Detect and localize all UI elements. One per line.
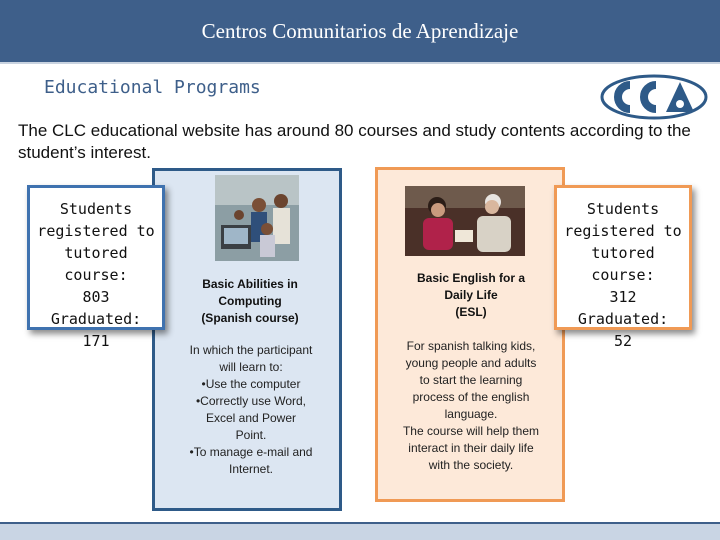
description-line: interact in their daily life (408, 441, 534, 455)
intro-text: The CLC educational website has around 80 courses and study contents according to the student’s interest. (18, 121, 691, 162)
english-course-title (396, 270, 546, 321)
english-stats-box (554, 185, 692, 350)
stat-line: tutored course: (591, 244, 655, 284)
computer-class-photo (215, 175, 299, 261)
stat-line: Graduated: (577, 310, 669, 328)
section-subtitle: Educational Programs (44, 77, 261, 98)
registered-count: 312 (609, 288, 637, 306)
description-line: young people and adults (405, 356, 537, 370)
registered-count: 803 (82, 288, 110, 306)
graduated-count: 171 (82, 332, 110, 350)
description-line: Point. (235, 428, 267, 442)
footer-bar (0, 522, 720, 540)
computing-course-description (168, 342, 334, 478)
description-line: The course will help them (402, 424, 540, 438)
description-line: In which the participant (189, 343, 313, 357)
stat-line: Students (59, 200, 133, 218)
description-line: language. (444, 407, 498, 421)
title-line: (ESL) (455, 305, 487, 319)
description-line: For spanish talking kids, (406, 339, 536, 353)
stat-line: registered to (37, 222, 155, 240)
cca-logo-icon (600, 74, 708, 120)
graduated-count: 52 (613, 332, 633, 350)
stat-line: Graduated: (50, 310, 142, 328)
stat-line: tutored course: (64, 244, 128, 284)
header-divider (0, 62, 720, 64)
title-line: Basic Abilities in (202, 277, 298, 291)
header-bar (0, 0, 720, 62)
description-line: Internet. (228, 462, 274, 476)
computing-course-title (170, 276, 330, 327)
description-line: Excel and Power (205, 411, 297, 425)
page-title: Centros Comunitarios de Aprendizaje (201, 19, 519, 43)
description-line: •Use the computer (201, 377, 301, 391)
description-line: with the society. (428, 458, 514, 472)
description-line: •To manage e-mail and (189, 445, 313, 459)
description-line: will learn to: (219, 360, 283, 374)
title-line: Computing (218, 294, 282, 308)
title-line: Daily Life (444, 288, 498, 302)
title-line: Basic English for a (416, 271, 526, 285)
english-course-description (386, 338, 556, 474)
stat-line: registered to (564, 222, 682, 240)
english-class-photo (405, 186, 525, 256)
title-line: (Spanish course) (201, 311, 299, 325)
computing-stats-box (27, 185, 165, 350)
description-line: •Correctly use Word, (195, 394, 306, 408)
description-line: process of the english (412, 390, 530, 404)
stat-line: Students (586, 200, 660, 218)
description-line: to start the learning (419, 373, 523, 387)
